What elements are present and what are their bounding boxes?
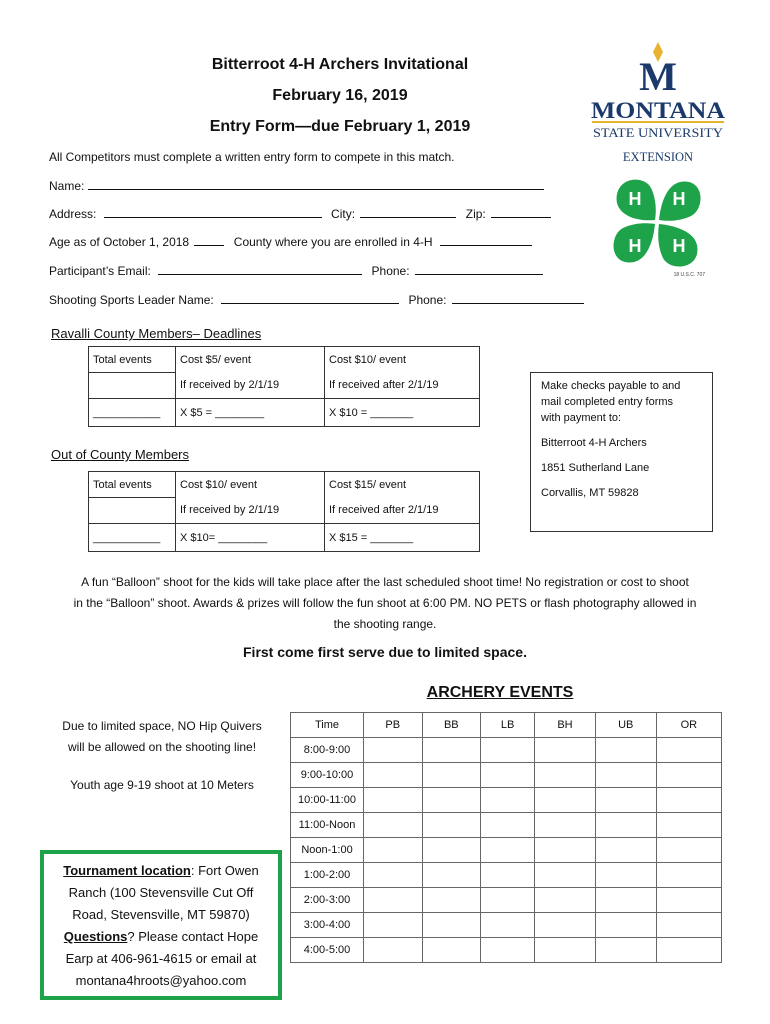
events-entry-cell-bh[interactable] <box>535 763 596 788</box>
ravalli-heading: Ravalli County Members– Deadlines <box>51 326 262 341</box>
events-entry-cell-bb[interactable] <box>422 913 481 938</box>
balloon-line-1: A fun “Balloon” shoot for the kids will take place after the last scheduled shoot time! No registration or cost to shoot <box>81 575 689 589</box>
events-time-slot: 4:00-5:00 <box>291 938 364 963</box>
mail-line-4: Bitterroot 4-H Archers <box>541 436 647 449</box>
title-line-2: February 16, 2019 <box>272 87 408 104</box>
phone-field[interactable] <box>415 263 543 275</box>
events-time-row <box>291 938 722 963</box>
county-field[interactable] <box>440 234 532 246</box>
mail-line-1: Make checks payable to and <box>541 380 681 392</box>
events-entry-cell-lb[interactable] <box>481 763 535 788</box>
events-time-slot: Noon-1:00 <box>291 838 364 863</box>
clover-h-top-left: H <box>628 189 642 209</box>
archery-events-table <box>290 712 722 963</box>
ooc-cost15-calc[interactable]: X $15 = _______ <box>325 524 480 552</box>
events-entry-cell-or[interactable] <box>656 763 721 788</box>
leader-label: Shooting Sports Leader Name: <box>49 293 214 307</box>
events-col-header-time: Time <box>291 713 364 738</box>
events-entry-cell-ub[interactable] <box>595 788 656 813</box>
ooc-total-header: Total events <box>89 472 176 498</box>
ravalli-cost10-calc[interactable]: X $10 = _______ <box>325 399 480 427</box>
events-entry-cell-pb[interactable] <box>364 863 423 888</box>
events-time-slot: 1:00-2:00 <box>291 863 364 888</box>
leader-phone-label: Phone: <box>408 293 447 307</box>
email-phone-row <box>49 263 543 278</box>
events-time-slot: 2:00-3:00 <box>291 888 364 913</box>
events-entry-cell-ub[interactable] <box>595 813 656 838</box>
address-label: Address: <box>49 207 97 221</box>
events-entry-cell-lb[interactable] <box>481 863 535 888</box>
events-table-body <box>291 713 722 963</box>
events-entry-cell-bb[interactable] <box>422 838 481 863</box>
age-field[interactable] <box>194 234 224 246</box>
events-entry-cell-bh[interactable] <box>535 938 596 963</box>
events-entry-cell-pb[interactable] <box>364 938 423 963</box>
msu-montana-text: MONTANA <box>591 98 726 123</box>
ooc-cost15-sub: If received after 2/1/19 <box>325 498 480 524</box>
questions-label: Questions <box>63 929 128 944</box>
events-entry-cell-pb[interactable] <box>364 838 423 863</box>
events-entry-cell-ub[interactable] <box>595 738 656 763</box>
ooc-cost10-sub: If received by 2/1/19 <box>176 498 325 524</box>
events-entry-cell-bb[interactable] <box>422 738 481 763</box>
events-col-header-ub: UB <box>595 713 656 738</box>
events-time-row <box>291 813 722 838</box>
ravalli-cost5-header: Cost $5/ event <box>176 347 325 373</box>
events-col-header-lb: LB <box>481 713 535 738</box>
events-entry-cell-bb[interactable] <box>422 938 481 963</box>
location-text-3: Road, Stevensville, MT 59870) <box>72 907 250 922</box>
events-entry-cell-or[interactable] <box>656 863 721 888</box>
events-time-slot: 11:00-Noon <box>291 813 364 838</box>
age-label: Age as of October 1, 2018 <box>49 235 190 249</box>
ravalli-cost10-sub: If received after 2/1/19 <box>325 373 480 399</box>
events-time-row <box>291 888 722 913</box>
leader-phone-field[interactable] <box>452 292 584 304</box>
events-entry-cell-bh[interactable] <box>535 913 596 938</box>
mail-line-2: mail completed entry forms <box>541 395 674 408</box>
events-entry-cell-or[interactable] <box>656 913 721 938</box>
ravalli-cost10-header: Cost $10/ event <box>325 347 480 373</box>
msu-logo-graphic <box>588 40 728 165</box>
clover-trademark: 18 U.S.C. 707 <box>673 272 705 278</box>
events-entry-cell-ub[interactable] <box>595 938 656 963</box>
events-col-header-pb: PB <box>364 713 423 738</box>
contact-email[interactable]: montana4hroots@yahoo.com <box>75 973 247 988</box>
age-county-row <box>49 234 532 249</box>
events-entry-cell-ub[interactable] <box>595 863 656 888</box>
balloon-paragraph <box>20 572 750 635</box>
events-entry-cell-or[interactable] <box>656 938 721 963</box>
events-time-slot: 10:00-11:00 <box>291 788 364 813</box>
ooc-total-input[interactable]: ___________ <box>89 524 176 552</box>
events-entry-cell-pb[interactable] <box>364 913 423 938</box>
ravalli-fee-table <box>88 346 480 427</box>
events-entry-cell-or[interactable] <box>656 888 721 913</box>
events-entry-cell-pb[interactable] <box>364 763 423 788</box>
events-entry-cell-bb[interactable] <box>422 813 481 838</box>
contact-text-2: Earp at 406-961-4615 or email at <box>65 951 257 966</box>
name-field[interactable] <box>88 178 544 190</box>
phone-label: Phone: <box>371 264 410 278</box>
title-line-1: Bitterroot 4-H Archers Invitational <box>211 56 469 73</box>
mail-instructions-box <box>530 372 713 532</box>
events-time-slot: 3:00-4:00 <box>291 913 364 938</box>
ooc-cost10-calc[interactable]: X $10= ________ <box>176 524 325 552</box>
events-col-header-bb: BB <box>422 713 481 738</box>
tournament-location-box <box>40 850 282 1000</box>
balloon-line-2: in the “Balloon” shoot. Awards & prizes will follow the fun shoot at 6:00 PM. NO PETS or flash photography allowed in <box>73 596 697 610</box>
out-of-county-fee-table <box>88 471 480 552</box>
events-entry-cell-lb[interactable] <box>481 938 535 963</box>
events-entry-cell-or[interactable] <box>656 788 721 813</box>
events-entry-cell-bh[interactable] <box>535 788 596 813</box>
name-label: Name: <box>49 179 85 193</box>
zip-field[interactable] <box>491 206 551 218</box>
intro-text: All Competitors must complete a written entry form to compete in this match. <box>49 150 455 164</box>
events-col-header-bh: BH <box>535 713 596 738</box>
msu-state-university-text: STATE UNIVERSITY <box>593 126 723 140</box>
clover-h-bottom-right: H <box>672 236 686 256</box>
events-time-row <box>291 788 722 813</box>
events-time-row <box>291 913 722 938</box>
events-entry-cell-ub[interactable] <box>595 913 656 938</box>
events-entry-cell-bh[interactable] <box>535 838 596 863</box>
ravalli-total-header: Total events <box>89 347 176 373</box>
events-entry-cell-bh[interactable] <box>535 863 596 888</box>
events-entry-cell-or[interactable] <box>656 813 721 838</box>
msu-extension-text: EXTENSION <box>622 150 694 164</box>
events-entry-cell-lb[interactable] <box>481 913 535 938</box>
mail-line-3: with payment to: <box>541 411 622 424</box>
events-time-row <box>291 838 722 863</box>
events-entry-cell-pb[interactable] <box>364 888 423 913</box>
city-label: City: <box>331 207 356 221</box>
location-text-1: : Fort Owen <box>190 863 259 878</box>
events-entry-cell-bb[interactable] <box>422 888 481 913</box>
events-entry-cell-pb[interactable] <box>364 813 423 838</box>
first-come-notice: First come first serve due to limited space. <box>243 644 527 660</box>
out-of-county-heading: Out of County Members <box>51 447 189 462</box>
location-text-2: Ranch (100 Stevensville Cut Off <box>68 885 254 900</box>
events-time-slot: 8:00-9:00 <box>291 738 364 763</box>
city-field[interactable] <box>360 206 456 218</box>
title-line-3: Entry Form—due February 1, 2019 <box>209 118 471 135</box>
email-label: Participant’s Email: <box>49 264 151 278</box>
events-entry-cell-pb[interactable] <box>364 738 423 763</box>
four-h-clover-logo <box>607 172 707 282</box>
address-row <box>49 206 551 221</box>
balloon-line-3: the shooting range. <box>333 617 437 631</box>
quiver-line-1: Due to limited space, NO Hip Quivers <box>62 719 262 733</box>
ravalli-cost5-calc[interactable]: X $5 = ________ <box>176 399 325 427</box>
events-entry-cell-bh[interactable] <box>535 813 596 838</box>
events-time-row <box>291 763 722 788</box>
archery-events-heading: ARCHERY EVENTS <box>426 684 574 701</box>
clover-h-top-right: H <box>672 189 686 209</box>
events-entry-cell-ub[interactable] <box>595 838 656 863</box>
mail-line-5: 1851 Sutherland Lane <box>541 461 650 474</box>
events-entry-cell-pb[interactable] <box>364 788 423 813</box>
events-entry-cell-lb[interactable] <box>481 738 535 763</box>
events-entry-cell-lb[interactable] <box>481 838 535 863</box>
events-time-row <box>291 863 722 888</box>
ravalli-total-input[interactable]: ___________ <box>89 399 176 427</box>
email-field[interactable] <box>158 263 362 275</box>
events-header-row <box>291 713 722 738</box>
youth-distance-note: Youth age 9-19 shoot at 10 Meters <box>70 778 254 792</box>
events-time-slot: 9:00-10:00 <box>291 763 364 788</box>
events-entry-cell-bh[interactable] <box>535 738 596 763</box>
hip-quiver-notice <box>42 716 282 758</box>
leader-row <box>49 292 584 307</box>
msu-m-letter: M <box>639 54 677 99</box>
events-entry-cell-lb[interactable] <box>481 888 535 913</box>
ravalli-cost5-sub: If received by 2/1/19 <box>176 373 325 399</box>
ooc-cost10-header: Cost $10/ event <box>176 472 325 498</box>
events-entry-cell-lb[interactable] <box>481 813 535 838</box>
quiver-line-2: will be allowed on the shooting line! <box>67 740 257 754</box>
events-time-row <box>291 738 722 763</box>
events-entry-cell-or[interactable] <box>656 838 721 863</box>
events-entry-cell-ub[interactable] <box>595 888 656 913</box>
events-entry-cell-lb[interactable] <box>481 788 535 813</box>
events-entry-cell-bb[interactable] <box>422 863 481 888</box>
clover-h-bottom-left: H <box>628 236 642 256</box>
events-entry-cell-or[interactable] <box>656 738 721 763</box>
county-label: County where you are enrolled in 4-H <box>233 235 433 249</box>
events-entry-cell-ub[interactable] <box>595 763 656 788</box>
events-entry-cell-bh[interactable] <box>535 888 596 913</box>
contact-text-1: ? Please contact Hope <box>127 929 259 944</box>
ooc-cost15-header: Cost $15/ event <box>325 472 480 498</box>
name-row <box>49 178 544 193</box>
msu-extension-logo <box>588 40 728 170</box>
leader-name-field[interactable] <box>221 292 399 304</box>
mail-line-6: Corvallis, MT 59828 <box>541 486 639 499</box>
events-entry-cell-bb[interactable] <box>422 763 481 788</box>
events-col-header-or: OR <box>656 713 721 738</box>
events-entry-cell-bb[interactable] <box>422 788 481 813</box>
address-field[interactable] <box>104 206 322 218</box>
zip-label: Zip: <box>465 207 486 221</box>
location-label: Tournament location <box>63 863 191 878</box>
four-h-clover-icon <box>607 172 707 282</box>
